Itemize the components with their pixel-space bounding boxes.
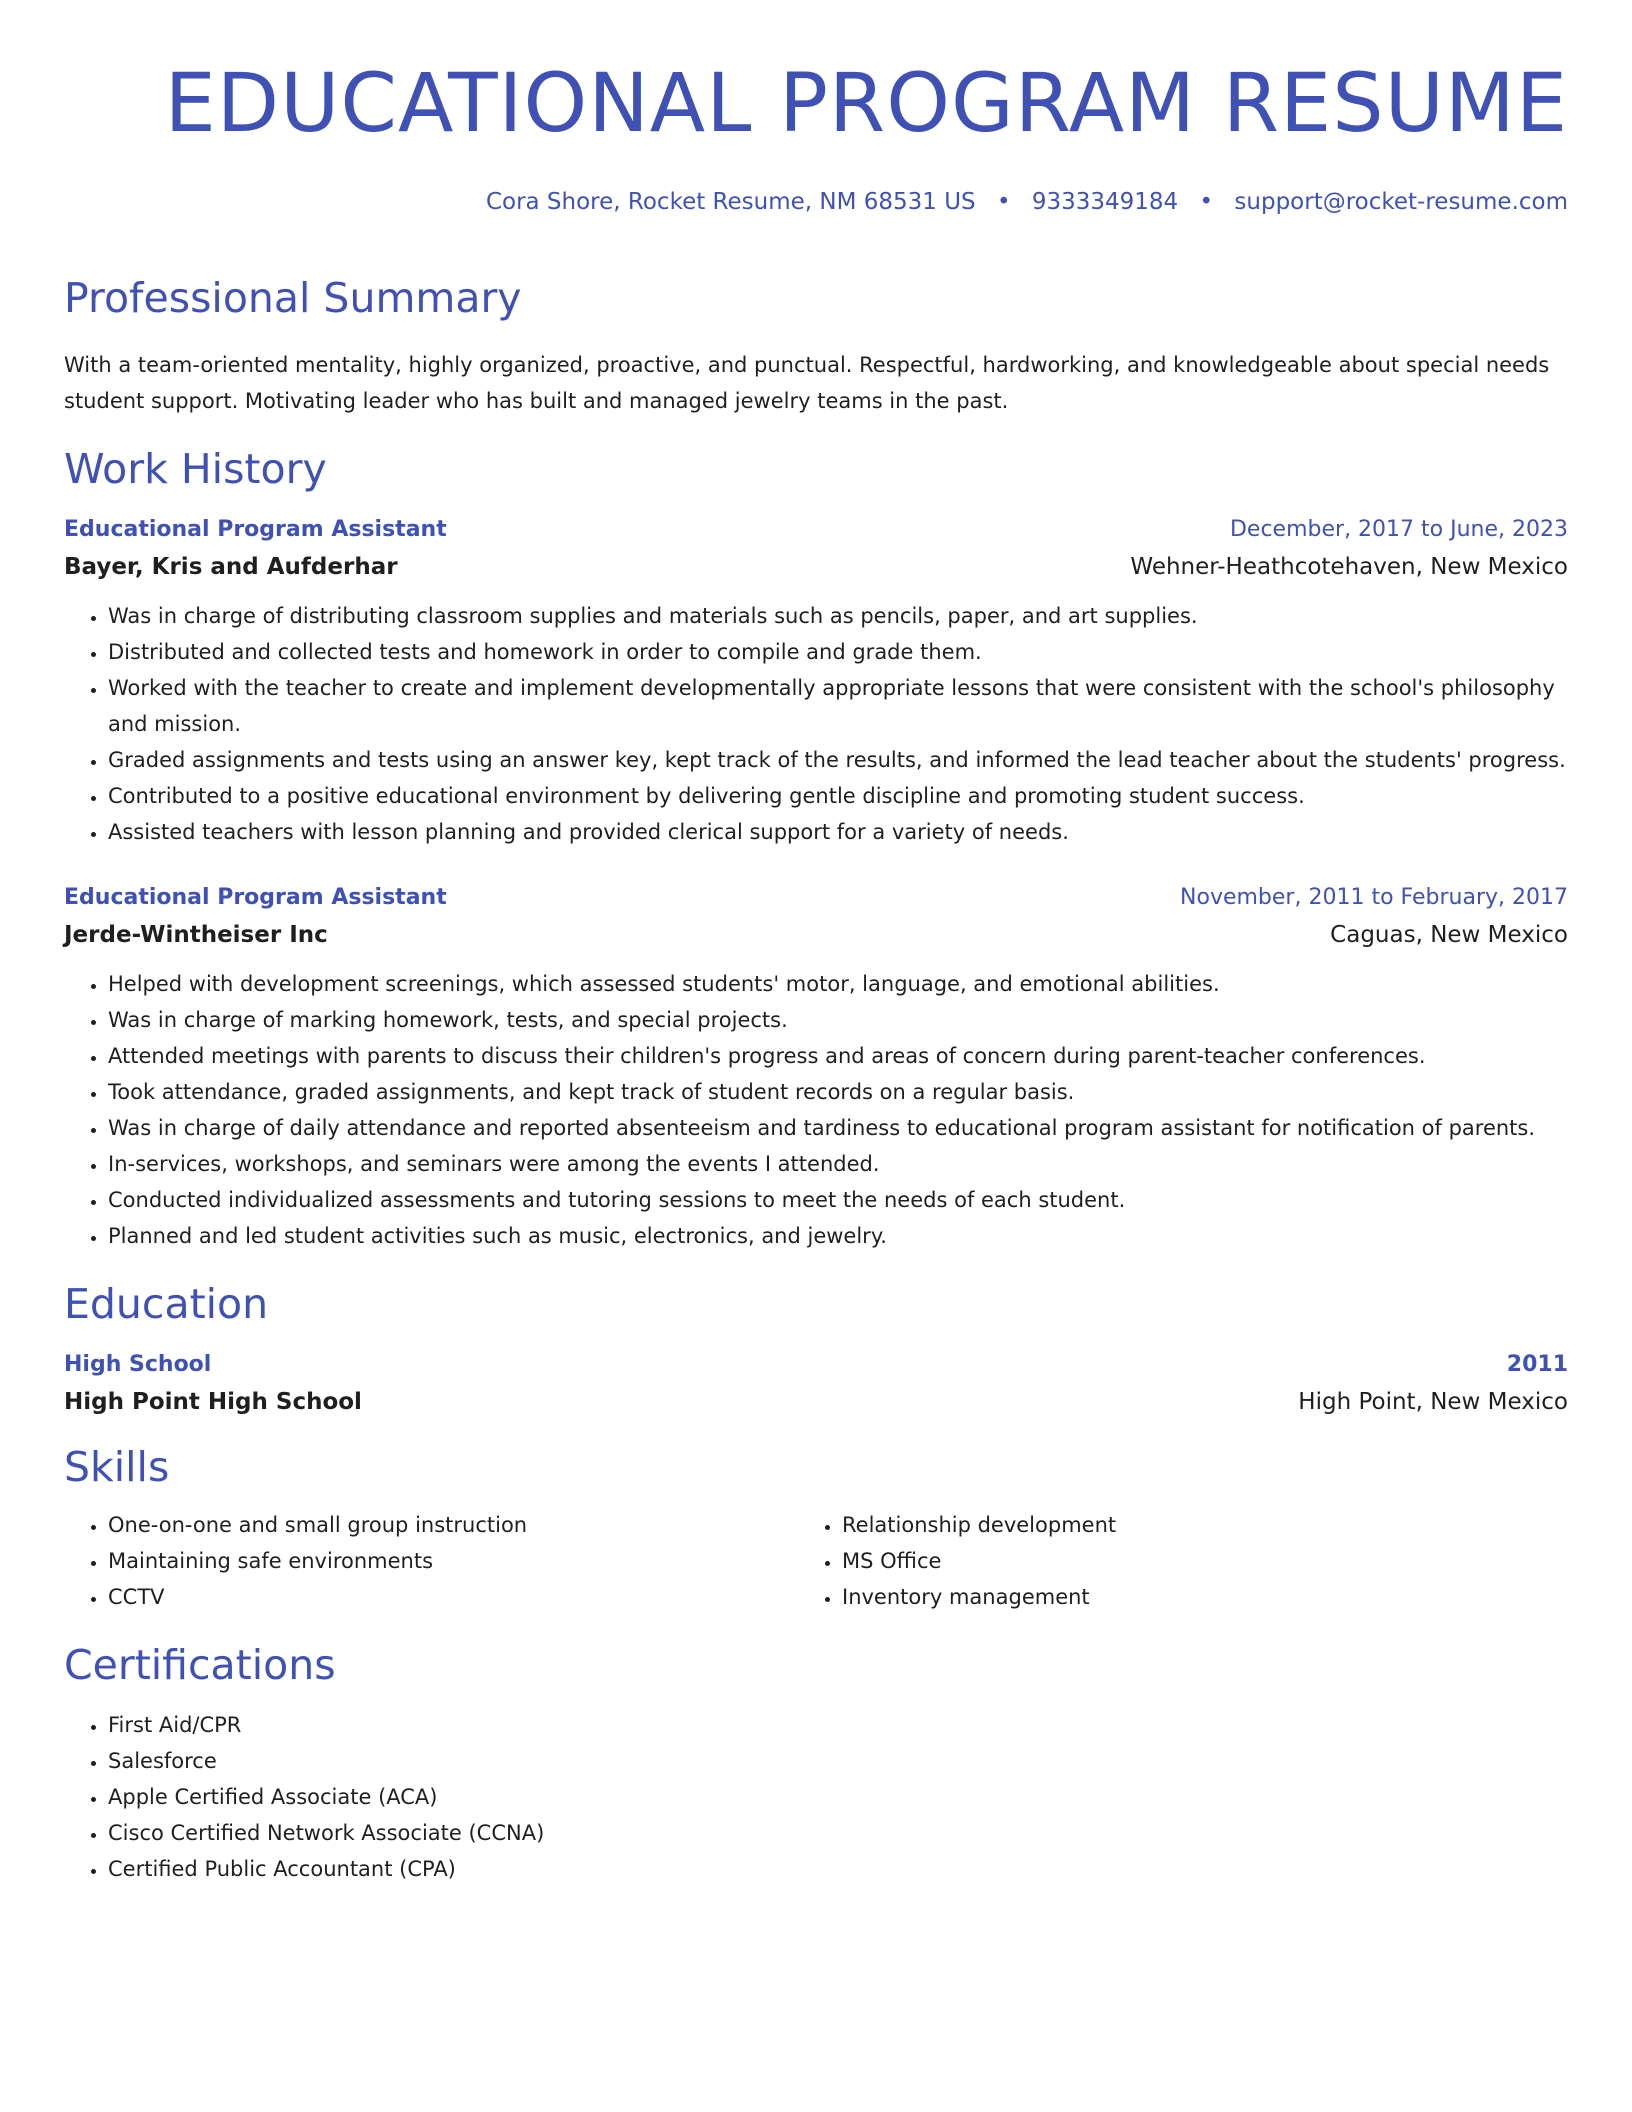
skills-grid xyxy=(64,1507,1568,1615)
list-item: • Certified Public Accountant (CPA) xyxy=(108,1851,1568,1887)
contact-line xyxy=(64,188,1568,216)
list-item: • MS Office xyxy=(842,1543,1532,1579)
list-item: • Inventory management xyxy=(842,1579,1532,1615)
list-item: • Attended meetings with parents to discuss their children's progress and areas of concern during parent-teacher conferences. xyxy=(108,1038,1568,1074)
list-item: • Apple Certified Associate (ACA) xyxy=(108,1779,1568,1815)
list-item: • Was in charge of distributing classroom supplies and materials such as pencils, paper, and art supplies. xyxy=(108,598,1568,634)
list-item: • Conducted individualized assessments and tutoring sessions to meet the needs of each student. xyxy=(108,1182,1568,1218)
list-item: • Maintaining safe environments xyxy=(108,1543,798,1579)
education-degree: High School xyxy=(64,1352,212,1377)
job-bullet-list xyxy=(64,598,1568,850)
list-item: • Was in charge of daily attendance and reported absenteeism and tardiness to educational program assistant for notification of parents. xyxy=(108,1110,1568,1146)
skills-list xyxy=(64,1507,798,1615)
list-item: • Planned and led student activities such as music, electronics, and jewelry. xyxy=(108,1218,1568,1254)
list-item: • In-services, workshops, and seminars were among the events I attended. xyxy=(108,1146,1568,1182)
contact-separator: • xyxy=(996,189,1011,215)
job-company: Bayer, Kris and Aufderhar xyxy=(64,554,398,580)
job-company: Jerde-Wintheiser Inc xyxy=(64,922,328,948)
skills-heading: Skills xyxy=(64,1443,170,1491)
education-entry xyxy=(64,1350,1568,1417)
list-item: • Worked with the teacher to create and implement developmentally appropriate lessons that were consistent with the school's philosophy and mission. xyxy=(108,670,1568,742)
resume-title: EDUCATIONAL PROGRAM RESUME xyxy=(164,57,1568,151)
list-item: • Distributed and collected tests and homework in order to compile and grade them. xyxy=(108,634,1568,670)
list-item: • Took attendance, graded assignments, and kept track of student records on a regular basis. xyxy=(108,1074,1568,1110)
skills-column-right xyxy=(798,1507,1532,1615)
education-year: 2011 xyxy=(1506,1352,1568,1377)
contact-address: Cora Shore, Rocket Resume, NM 68531 US xyxy=(485,189,976,215)
certifications-list xyxy=(64,1707,1568,1887)
work-history-heading: Work History xyxy=(64,445,327,493)
job-dates: December, 2017 to June, 2023 xyxy=(1229,517,1568,542)
skills-column-left xyxy=(64,1507,798,1615)
list-item: • Helped with development screenings, which assessed students' motor, language, and emotional abilities. xyxy=(108,966,1568,1002)
skills-list xyxy=(798,1507,1532,1615)
list-item: • Graded assignments and tests using an answer key, kept track of the results, and informed the lead teacher about the students' progress. xyxy=(108,742,1568,778)
job-location: Wehner-Heathcotehaven, New Mexico xyxy=(1130,554,1568,580)
job-entry xyxy=(64,515,1568,850)
summary-heading: Professional Summary xyxy=(64,274,522,322)
contact-email: support@rocket-resume.com xyxy=(1234,189,1568,215)
job-dates: November, 2011 to February, 2017 xyxy=(1180,885,1568,910)
job-location: Caguas, New Mexico xyxy=(1330,922,1568,948)
job-entry xyxy=(64,883,1568,1254)
list-item: • Was in charge of marking homework, tests, and special projects. xyxy=(108,1002,1568,1038)
list-item: • First Aid/CPR xyxy=(108,1707,1568,1743)
contact-separator: • xyxy=(1199,189,1214,215)
list-item: • Assisted teachers with lesson planning and provided clerical support for a variety of needs. xyxy=(108,814,1568,850)
education-school: High Point High School xyxy=(64,1389,362,1415)
list-item: • Cisco Certified Network Associate (CCNA) xyxy=(108,1815,1568,1851)
certifications-heading: Certifications xyxy=(64,1641,336,1689)
list-item: • One-on-one and small group instruction xyxy=(108,1507,798,1543)
education-heading: Education xyxy=(64,1280,269,1328)
education-location: High Point, New Mexico xyxy=(1298,1389,1568,1415)
job-role: Educational Program Assistant xyxy=(64,885,447,910)
summary-text: With a team-oriented mentality, highly organized, proactive, and punctual. Respectful, hardworking, and knowledgeable about special needs student support. Motivating leader who has built and managed jewelry teams in the past. xyxy=(64,353,1550,413)
list-item: • CCTV xyxy=(108,1579,798,1615)
job-role: Educational Program Assistant xyxy=(64,517,447,542)
contact-phone: 9333349184 xyxy=(1031,189,1179,215)
list-item: • Salesforce xyxy=(108,1743,1568,1779)
list-item: • Contributed to a positive educational environment by delivering gentle discipline and promoting student success. xyxy=(108,778,1568,814)
list-item: • Relationship development xyxy=(842,1507,1532,1543)
job-bullet-list xyxy=(64,966,1568,1254)
